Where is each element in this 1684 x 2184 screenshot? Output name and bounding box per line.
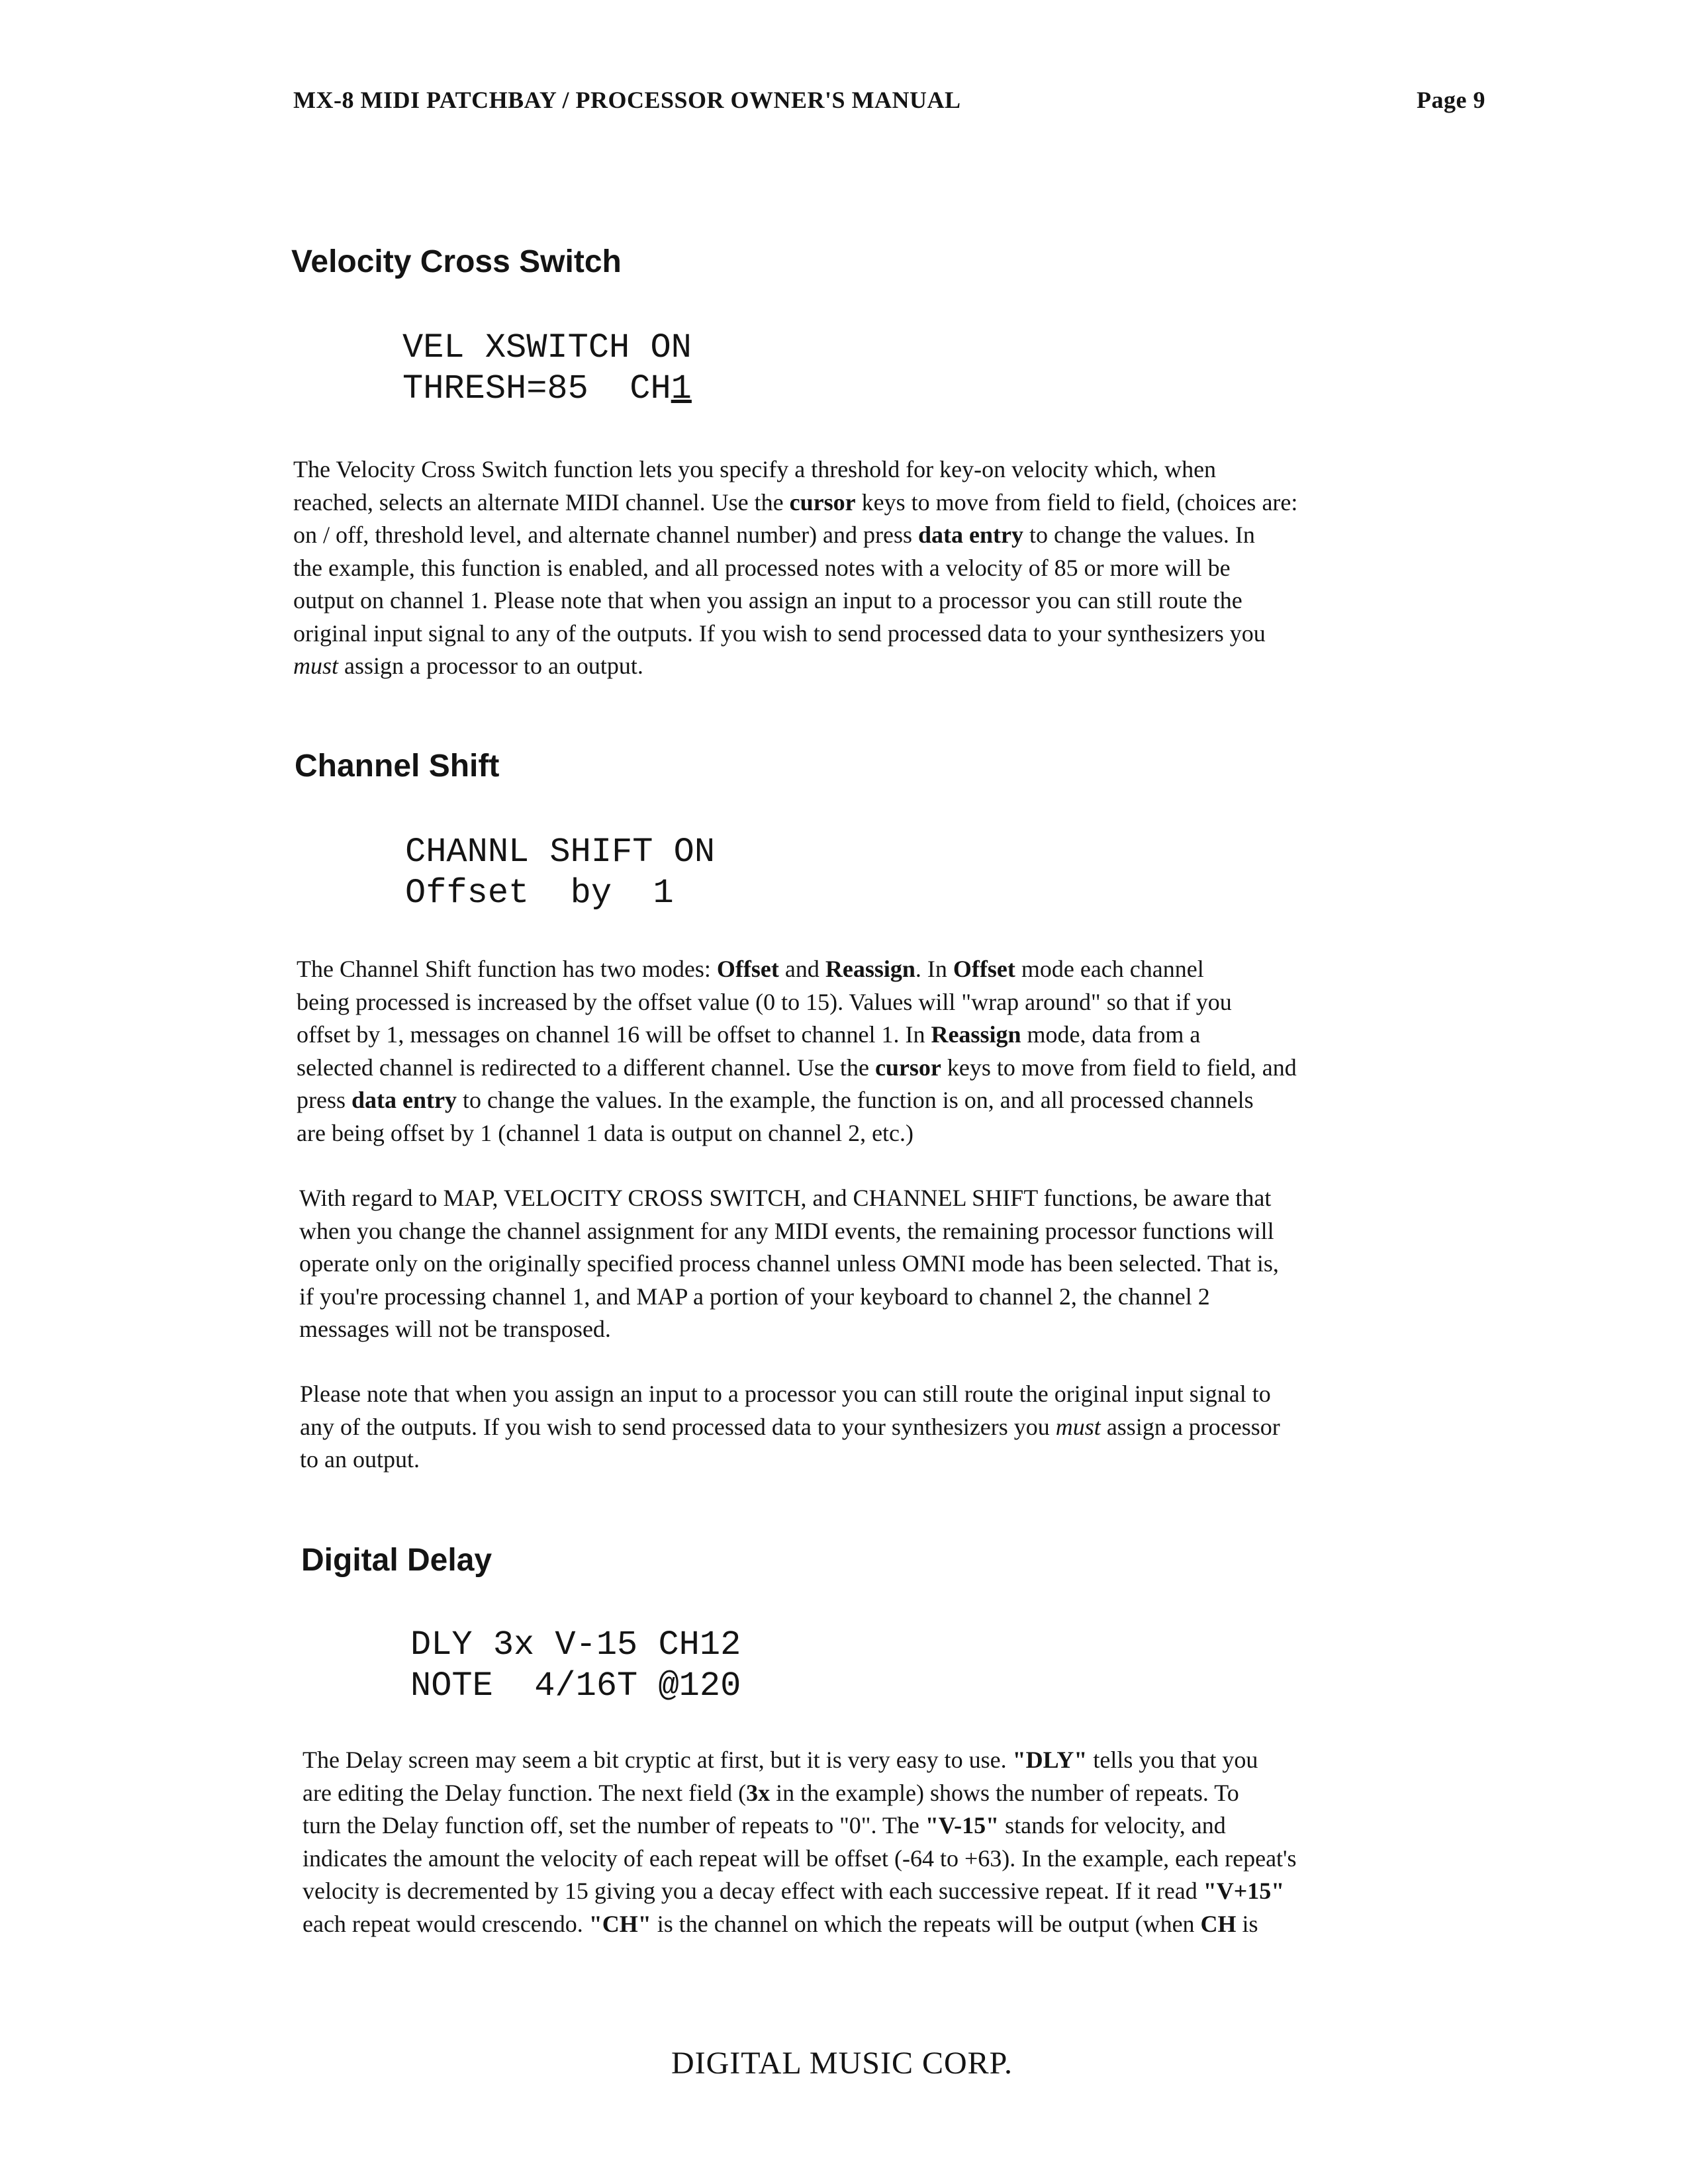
lcd-line-1: VEL XSWITCH ON — [402, 328, 692, 367]
lcd-cursor-field: 1 — [671, 369, 692, 408]
section-heading-velocity-cross-switch: Velocity Cross Switch — [291, 244, 622, 279]
lcd-line-2: THRESH=85 CH1 — [402, 369, 692, 408]
lcd-line-2: Offset by 1 — [405, 874, 674, 913]
page-footer-company: DIGITAL MUSIC CORP. — [671, 2046, 1013, 2081]
lcd-display-velocity — [402, 328, 692, 410]
paragraph-channel-assignment-note: With regard to MAP, VELOCITY CROSS SWITCH, and CHANNEL SHIFT functions, be aware that when you change the channel assignment for any MIDI events, the remaining processor functions will operate only on the originally specified process channel unless OMNI mode has been selected. That is, if you're processing channel 1, and MAP a portion of your keyboard to channel 2, the channel 2 messages will not be transposed. — [299, 1185, 1279, 1342]
section-heading-channel-shift: Channel Shift — [295, 749, 500, 784]
paragraph-channel-shift-modes: The Channel Shift function has two modes: Offset and Reassign. In Offset mode each channel being processed is increased by the offset value (0 to 15). Values will "wrap around" so that if you offset by 1, messages on channel 16 will be offset to channel 1. In Reassign mode, data from a selected channel is redirected to a different channel. Use the cursor keys to move from field to field, and press data entry to change the values. In the example, the function is on, and all processed channels are being offset by 1 (channel 1 data is output on channel 2, etc.) — [297, 956, 1297, 1146]
paragraph-processor-routing-note: Please note that when you assign an input to a processor you can still route the original input signal to any of the outputs. If you wish to send processed data to your synthesizers you must assign a processor to an output. — [300, 1381, 1280, 1473]
paragraph-delay-description: The Delay screen may seem a bit cryptic at first, but it is very easy to use. "DLY" tells you that you are editing the Delay function. The next field (3x in the example) shows the number of repeats. To turn the Delay function off, set the number of repeats to "0". The "V-15" stands for velocity, and indicates the amount the velocity of each repeat will be offset (-64 to +63). In the example, each repeat's velocity is decremented by 15 giving you a decay effect with each successive repeat. If it read "V+15" each repeat would crescendo. "CH" is the channel on which the repeats will be output (when CH is — [303, 1747, 1297, 1937]
lcd-display-channel-shift — [405, 832, 715, 914]
paragraph-velocity-description: The Velocity Cross Switch function lets you specify a threshold for key-on velocity which, when reached, selects an alternate MIDI channel. Use the cursor keys to move from field to field, (choices are: on / off, threshold level, and alternate channel number) and press data entry to change the values. In the example, this function is enabled, and all processed notes with a velocity of 85 or more will be output on channel 1. Please note that when you assign an input to a processor you can still route the original input signal to any of the outputs. If you wish to send processed data to your synthesizers you must assign a processor to an output. — [293, 456, 1298, 679]
section-heading-digital-delay: Digital Delay — [301, 1543, 492, 1578]
lcd-line-2: NOTE 4/16T @120 — [410, 1666, 741, 1706]
lcd-line-1: CHANNL SHIFT ON — [405, 833, 716, 872]
lcd-display-delay — [410, 1625, 741, 1707]
running-header-title: MX-8 MIDI PATCHBAY / PROCESSOR OWNER'S MANUAL — [293, 87, 961, 113]
lcd-line-1: DLY 3x V-15 CH12 — [410, 1625, 741, 1664]
page-number: Page 9 — [1417, 87, 1485, 113]
